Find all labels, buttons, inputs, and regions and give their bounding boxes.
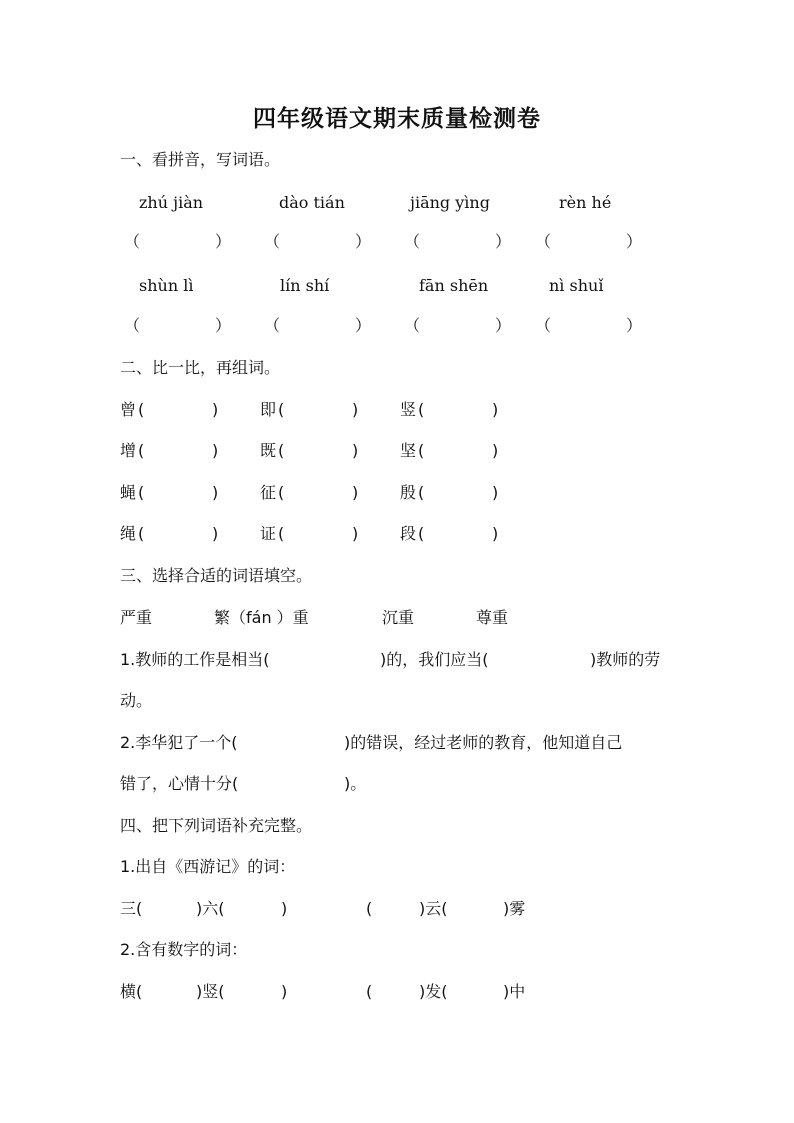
- idiom-part: )竖(: [196, 982, 225, 1001]
- answer-box-close: ）: [626, 232, 643, 251]
- section2-heading: 二、比一比，再组词。: [120, 358, 281, 377]
- compare-char: 征: [260, 483, 277, 502]
- answer-box-open: （: [124, 232, 141, 251]
- pinyin-8: nì shuǐ: [549, 276, 604, 295]
- compare-char: 证: [260, 524, 277, 543]
- compare-char: 绳: [120, 524, 137, 543]
- answer-box-open: （: [264, 316, 281, 335]
- blank-close: ): [212, 524, 219, 543]
- word-choice: 沉重: [382, 608, 415, 627]
- idiom-part: 三(: [120, 899, 143, 918]
- answer-box-open: （: [264, 232, 281, 251]
- blank-close: ): [212, 441, 219, 460]
- blank-close: ): [352, 400, 359, 419]
- answer-box-close: ）: [495, 316, 512, 335]
- pinyin-2: dào tián: [279, 193, 345, 212]
- idiom-part: ): [281, 899, 288, 918]
- question-text: )的，我们应当(: [380, 650, 489, 669]
- page-title: 四年级语文期末质量检测卷: [253, 105, 541, 132]
- idiom-part: 横(: [120, 982, 143, 1001]
- blank-close: ): [492, 483, 499, 502]
- blank-open: (: [138, 441, 145, 460]
- blank-close: ): [352, 483, 359, 502]
- blank-close: ): [212, 483, 219, 502]
- word-choice: 尊重: [476, 608, 509, 627]
- question-text: 动。: [120, 691, 153, 710]
- answer-box-open: （: [535, 316, 552, 335]
- blank-open: (: [278, 483, 285, 502]
- sub-heading: 2.含有数字的词：: [120, 940, 248, 959]
- blank-close: ): [492, 441, 499, 460]
- compare-char: 曾: [120, 400, 137, 419]
- blank-open: (: [278, 441, 285, 460]
- blank-close: ): [352, 524, 359, 543]
- answer-box-open: （: [124, 316, 141, 335]
- pinyin-6: lín shí: [280, 276, 330, 295]
- answer-box-open: （: [535, 232, 552, 251]
- idiom-part: )云(: [419, 899, 448, 918]
- answer-box-open: （: [404, 232, 421, 251]
- question-text: )教师的劳: [590, 650, 661, 669]
- section4-heading: 四、把下列词语补充完整。: [120, 816, 313, 835]
- question-text: 2.李华犯了一个(: [120, 733, 238, 752]
- blank-open: (: [418, 441, 425, 460]
- blank-open: (: [138, 483, 145, 502]
- blank-open: (: [278, 524, 285, 543]
- question-text: 错了，心情十分(: [120, 774, 239, 793]
- blank-close: ): [492, 400, 499, 419]
- idiom-part: ): [281, 982, 288, 1001]
- compare-char: 坚: [400, 441, 417, 460]
- answer-box-close: ）: [355, 232, 372, 251]
- idiom-part: )发(: [419, 982, 448, 1001]
- answer-box-close: ）: [215, 232, 232, 251]
- blank-open: (: [278, 400, 285, 419]
- word-choice: 繁（fán ）重: [214, 608, 309, 627]
- idiom-part: (: [366, 982, 373, 1001]
- blank-close: ): [352, 441, 359, 460]
- answer-box-close: ）: [495, 232, 512, 251]
- compare-char: 既: [260, 441, 277, 460]
- blank-close: ): [492, 524, 499, 543]
- word-choice: 严重: [120, 608, 153, 627]
- section1-heading: 一、看拼音，写词语。: [120, 150, 281, 169]
- section3-heading: 三、选择合适的词语填空。: [120, 566, 313, 585]
- question-text: )的错误，经过老师的教育，他知道自己: [344, 733, 623, 752]
- pinyin-3: jiāng yìng: [410, 193, 490, 212]
- idiom-part: )中: [503, 982, 526, 1001]
- question-text: )。: [344, 774, 367, 793]
- blank-open: (: [138, 400, 145, 419]
- question-text: 1.教师的工作是相当(: [120, 650, 270, 669]
- compare-char: 殷: [400, 483, 417, 502]
- compare-char: 增: [120, 441, 137, 460]
- pinyin-4: rèn hé: [559, 193, 612, 212]
- sub-heading: 1.出自《西游记》的词：: [120, 857, 296, 876]
- idiom-part: )六(: [196, 899, 225, 918]
- answer-box-close: ）: [626, 316, 643, 335]
- answer-box-open: （: [404, 316, 421, 335]
- compare-char: 竖: [400, 400, 417, 419]
- pinyin-5: shùn lì: [139, 276, 194, 295]
- blank-open: (: [418, 400, 425, 419]
- compare-char: 段: [400, 524, 417, 543]
- blank-close: ): [212, 400, 219, 419]
- pinyin-7: fān shēn: [419, 276, 489, 295]
- compare-char: 蝇: [120, 483, 137, 502]
- blank-open: (: [138, 524, 145, 543]
- idiom-part: )雾: [503, 899, 526, 918]
- idiom-part: (: [366, 899, 373, 918]
- compare-char: 即: [260, 400, 277, 419]
- answer-box-close: ）: [215, 316, 232, 335]
- pinyin-1: zhú jiàn: [139, 193, 204, 212]
- answer-box-close: ）: [355, 316, 372, 335]
- blank-open: (: [418, 483, 425, 502]
- blank-open: (: [418, 524, 425, 543]
